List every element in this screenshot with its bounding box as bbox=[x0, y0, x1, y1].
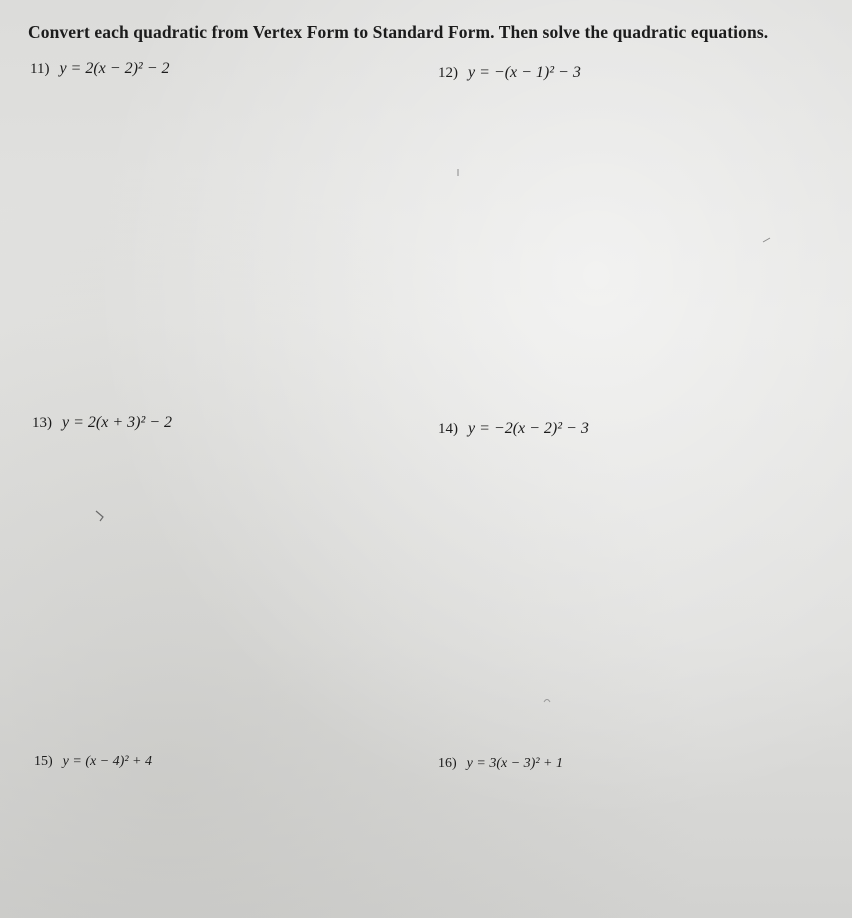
problem-number: 13) bbox=[32, 415, 52, 431]
problem-15 bbox=[34, 754, 152, 770]
problem-equation: y = (x − 4)² + 4 bbox=[62, 754, 152, 769]
problem-13 bbox=[32, 414, 172, 432]
problem-16 bbox=[438, 756, 563, 772]
problem-equation: y = −(x − 1)² − 3 bbox=[468, 64, 581, 81]
problem-number: 16) bbox=[438, 756, 457, 771]
problem-equation: y = 3(x − 3)² + 1 bbox=[466, 756, 563, 771]
problem-equation: y = −2(x − 2)² − 3 bbox=[468, 420, 589, 437]
problem-equation: y = 2(x + 3)² − 2 bbox=[62, 414, 173, 431]
pencil-mark bbox=[762, 236, 772, 244]
pencil-mark bbox=[94, 508, 110, 524]
problem-11 bbox=[30, 60, 170, 78]
problem-number: 15) bbox=[34, 754, 53, 769]
problem-12 bbox=[438, 64, 581, 82]
problem-number: 12) bbox=[438, 65, 458, 81]
problem-number: 11) bbox=[30, 61, 50, 77]
pencil-mark bbox=[542, 696, 552, 706]
problem-number: 14) bbox=[438, 421, 458, 437]
problem-equation: y = 2(x − 2)² − 2 bbox=[59, 60, 170, 77]
instructions-heading: Convert each quadratic from Vertex Form to Standard Form. Then solve the quadratic equations. bbox=[28, 22, 769, 42]
pencil-mark bbox=[455, 168, 461, 178]
problem-14 bbox=[438, 420, 589, 438]
